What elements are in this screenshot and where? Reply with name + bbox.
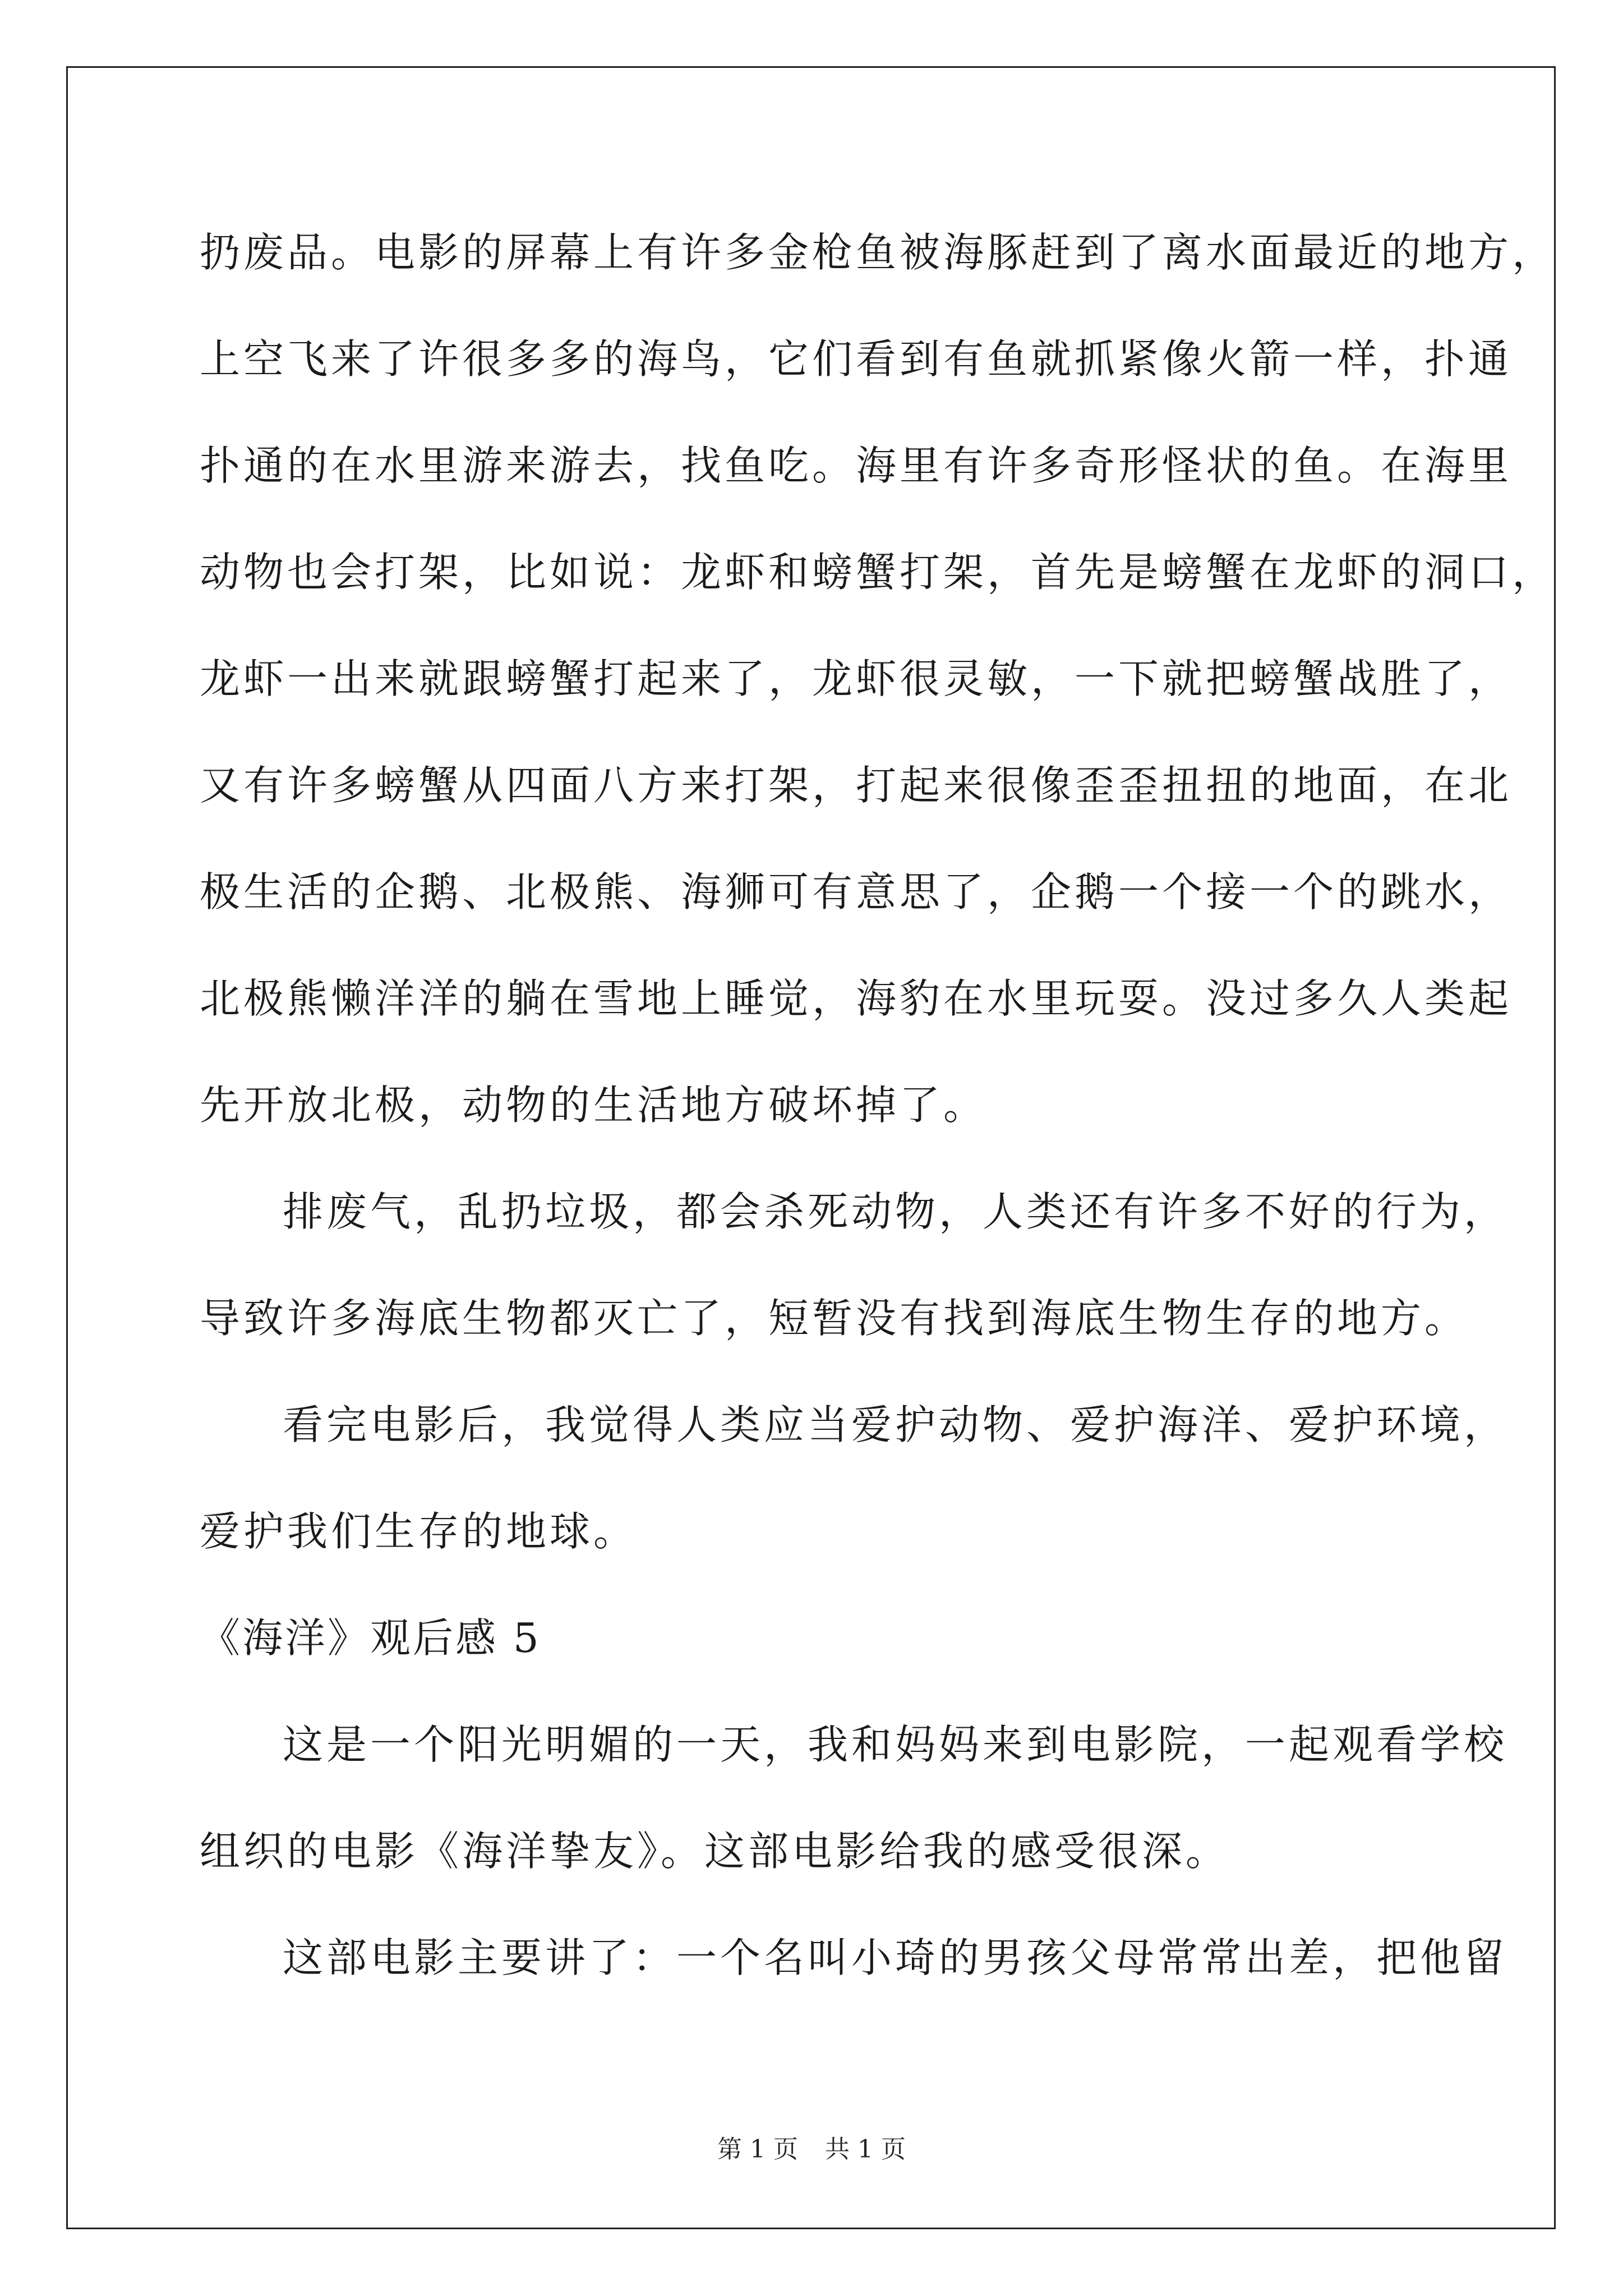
page-footer [0, 2129, 1623, 2165]
text-line: 龙虾一出来就跟螃蟹打起来了，龙虾很灵敏，一下就把螃蟹战胜了， [200, 655, 1513, 702]
text-line: 动物也会打架，比如说：龙虾和螃蟹打架，首先是螃蟹在龙虾的洞口， [200, 549, 1556, 596]
text-line: 极生活的企鹅、北极熊、海狮可有意思了，企鹅一个接一个的跳水， [200, 868, 1513, 915]
text-line: 这部电影主要讲了：一个名叫小琦的男孩父母常常出差，把他留 [283, 1934, 1508, 1981]
text-line: 又有许多螃蟹从四面八方来打架，打起来很像歪歪扭扭的地面，在北 [200, 762, 1513, 809]
text-line: 导致许多海底生物都灭亡了，短暂没有找到海底生物生存的地方。 [200, 1295, 1469, 1342]
text-line: 北极熊懒洋洋的躺在雪地上睡觉，海豹在水里玩耍。没过多久人类起 [200, 975, 1513, 1022]
section-heading: 《海洋》观后感 5 [200, 1614, 541, 1662]
page-total: 共 1 页 [825, 2135, 906, 2164]
text-line: 爱护我们生存的地球。 [200, 1508, 638, 1555]
text-line: 这是一个阳光明媚的一天，我和妈妈来到电影院，一起观看学校 [283, 1721, 1508, 1768]
text-line: 看完电影后，我觉得人类应当爱护动物、爱护海洋、爱护环境， [283, 1401, 1508, 1448]
page-number: 第 1 页 [717, 2135, 798, 2164]
text-line: 先开放北极，动物的生活地方破坏掉了。 [200, 1082, 988, 1129]
text-line: 组织的电影《海洋挚友》。这部电影给我的感受很深。 [200, 1828, 1230, 1875]
document-body [200, 216, 1556, 2028]
text-line: 扔废品。电影的屏幕上有许多金枪鱼被海豚赶到了离水面最近的地方， [200, 229, 1556, 276]
text-line: 上空飞来了许很多多的海鸟，它们看到有鱼就抓紧像火箭一样，扑通 [200, 335, 1513, 383]
text-line: 扑通的在水里游来游去，找鱼吃。海里有许多奇形怪状的鱼。在海里 [200, 442, 1513, 489]
text-line: 排废气，乱扔垃圾，都会杀死动物，人类还有许多不好的行为， [283, 1188, 1508, 1235]
